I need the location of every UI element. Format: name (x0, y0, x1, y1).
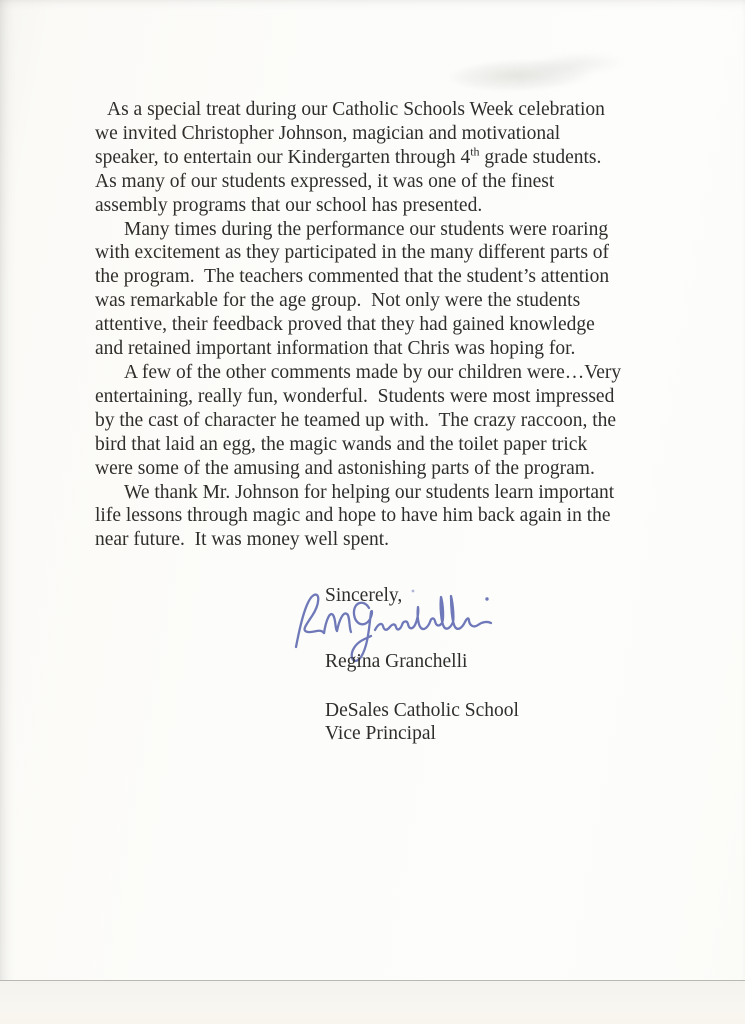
text-line: Many times during the performance our students were roaring (124, 218, 609, 240)
signature-stroke-M (324, 613, 351, 633)
text-line: we invited Christopher Johnson, magician and motivational (95, 122, 561, 144)
text-line: A few of the other comments made by our children were…Very (124, 361, 622, 383)
signature-i-dot (485, 597, 488, 600)
text-line (95, 146, 675, 170)
text-line: with excitement as they participated in the many different parts of (95, 242, 610, 264)
text-line: by the cast of character he teamed up with. The crazy raccoon, the (95, 409, 617, 431)
salutation: Sincerely, (325, 585, 403, 606)
erased-smudge (447, 43, 627, 97)
paper-bottom-edge (0, 980, 745, 1024)
text-line: life lessons through magic and hope to have him back again in the (95, 505, 611, 527)
text-line: and retained important information that Chris was hoping for. (95, 338, 576, 360)
paragraph-3 (95, 361, 675, 481)
text-line: entertaining, really fun, wonderful. Students were most impressed (95, 385, 615, 407)
paragraph-2 (95, 218, 675, 361)
text-segment: speaker, to entertain our Kindergarten through 4 (95, 146, 471, 168)
text-line: We thank Mr. Johnson for helping our students learn important (124, 481, 615, 503)
text-line: near future. It was money well spent. (95, 529, 390, 551)
text-line: As many of our students expressed, it was one of the finest (95, 170, 555, 192)
signer-role: Vice Principal (325, 723, 436, 744)
text-line: were some of the amusing and astonishing parts of the program. (95, 457, 595, 479)
text-segment: grade students. (479, 146, 602, 168)
text-line: As a special treat during our Catholic Schools Week celebration (107, 99, 605, 120)
paragraph-4 (95, 481, 675, 553)
stray-ink-dot (412, 590, 415, 593)
letter-body (95, 98, 675, 552)
text-line: bird that laid an egg, the magic wands and the toilet paper trick (95, 433, 588, 455)
text-line: assembly programs that our school has presented. (95, 194, 483, 216)
signature-stroke-ranchelli (375, 596, 491, 630)
text-line: the program. The teachers commented that the student’s attention (95, 266, 610, 288)
ordinal-superscript: th (470, 144, 480, 159)
text-line: attentive, their feedback proved that they had gained knowledge (95, 314, 595, 336)
paragraph-1 (95, 98, 675, 218)
text-line: was remarkable for the age group. Not only were the students (95, 290, 581, 312)
signer-name: Regina Granchelli (325, 651, 468, 672)
signature-stroke-R (296, 595, 324, 647)
organization-name: DeSales Catholic School (325, 700, 519, 721)
